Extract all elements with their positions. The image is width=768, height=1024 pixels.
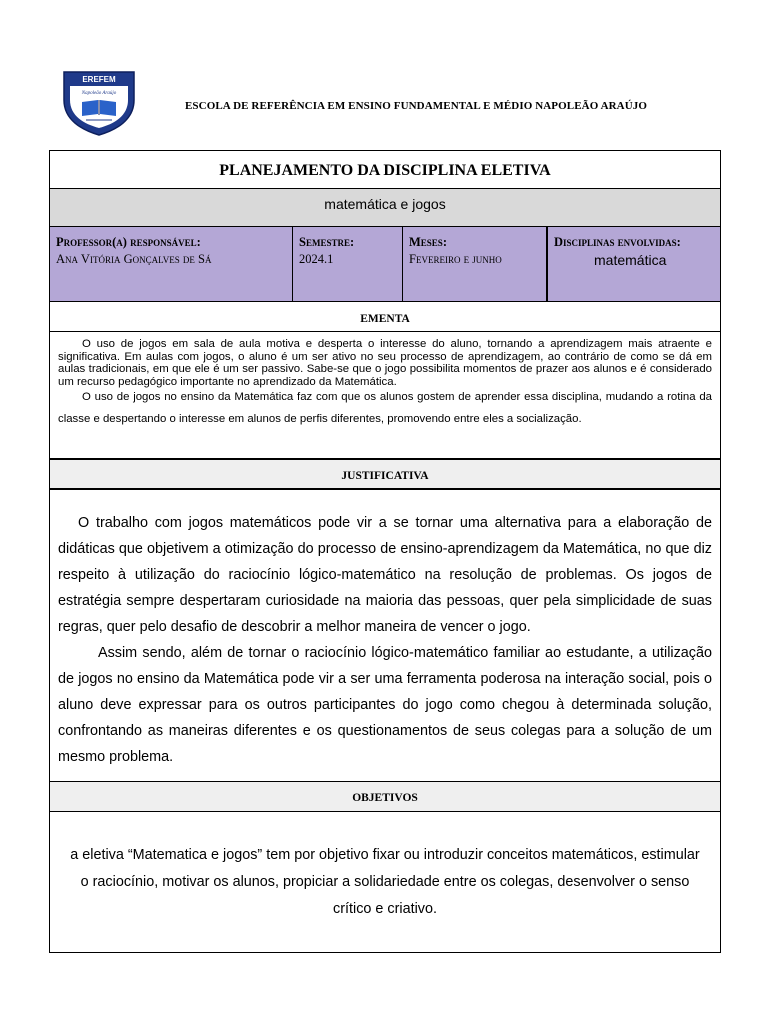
semestre-value: 2024.1 bbox=[299, 252, 334, 266]
subject-name: matemática e jogos bbox=[50, 189, 720, 227]
justificativa-body bbox=[50, 490, 720, 782]
meses-label: Meses: bbox=[409, 235, 447, 249]
logo-text-top: EREFEM bbox=[82, 75, 116, 84]
disciplinas-label: Disciplinas envolvidas: bbox=[554, 235, 681, 249]
professor-label: Professor(a) responsável: bbox=[56, 235, 201, 249]
disciplinas-value: matemática bbox=[594, 252, 667, 268]
justificativa-paragraph-2: Assim sendo, além de tornar o raciocínio lógico-matemático familiar ao estudante, a utilização de jogos no ensino da Matemática pode vir a ser uma ferramenta poderosa na interação social, pois o aluno deve expressar para os outros participantes do jogo como chegou à determinada solução, confrontando as maneiras diferentes e os questionamentos de seus colegas para a solução de um mesmo problema. bbox=[58, 645, 712, 765]
professor-value: Ana Vitória Gonçalves de Sá bbox=[56, 252, 212, 266]
justificativa-paragraph-1: O trabalho com jogos matemáticos pode vir a se tornar uma alternativa para a elaboração de didáticas que objetivem a otimização do processo de ensino-aprendizagem da Matemática, no que diz respeito à utilização do raciocínio lógico-matemático na resolução de problemas. Os jogos de estratégia sempre despertaram curiosidade na maioria das pessoas, quer pela simplicidade de suas regras, quer pelo desafio de descobrir a melhor maneira de vencer o jogo. bbox=[58, 515, 712, 635]
school-logo bbox=[60, 70, 138, 136]
meses-value: Fevereiro e junho bbox=[409, 252, 502, 266]
semestre-cell bbox=[293, 227, 403, 301]
meses-cell bbox=[403, 227, 548, 301]
semestre-label: Semestre: bbox=[299, 235, 355, 249]
ementa-paragraph-1: O uso de jogos em sala de aula motiva e desperta o interesse do aluno, tornando a aprendizagem mais atraente e significativa. Em aulas com jogos, o aluno é um ser ativo no seu processo de aprendizagem, ao contrário de como se dá em aulas tradicionais, em que ele é um ser passivo. Sabe-se que o jogo possibilita momentos de prazer aos alunos e é considerado um recurso pedagógico importante no aprendizado da Matemática. bbox=[58, 338, 712, 388]
info-row bbox=[50, 227, 720, 302]
ementa-paragraph-2: O uso de jogos no ensino da Matemática faz com que os alunos gostem de aprender essa disciplina, mudando a rotina da classe e despertando o interesse em alunos de perfis diferentes, promovendo entre eles a socialização. bbox=[58, 391, 712, 426]
document-header bbox=[0, 60, 768, 140]
objetivos-heading: OBJETIVOS bbox=[50, 782, 720, 812]
form-title: PLANEJAMENTO DA DISCIPLINA ELETIVA bbox=[50, 151, 720, 189]
professor-cell bbox=[50, 227, 293, 301]
planning-form bbox=[49, 150, 721, 953]
disciplinas-cell bbox=[548, 227, 722, 301]
shield-emblem-icon bbox=[60, 70, 138, 136]
objetivos-body: a eletiva “Matematica e jogos” tem por objetivo fixar ou introduzir conceitos matemáticos, estimular o raciocínio, motivar os alunos, propiciar a solidariedade entre os colegas, desenvolver o senso crítico e criativo. bbox=[70, 847, 700, 917]
ementa-body bbox=[50, 332, 720, 460]
logo-text-script: Napoleão Araújo bbox=[81, 91, 117, 96]
ementa-heading: EMENTA bbox=[50, 302, 720, 332]
justificativa-heading: JUSTIFICATIVA bbox=[50, 460, 720, 490]
school-name: ESCOLA DE REFERÊNCIA EM ENSINO FUNDAMENTAL E MÉDIO NAPOLEÃO ARAÚJO bbox=[185, 100, 648, 112]
